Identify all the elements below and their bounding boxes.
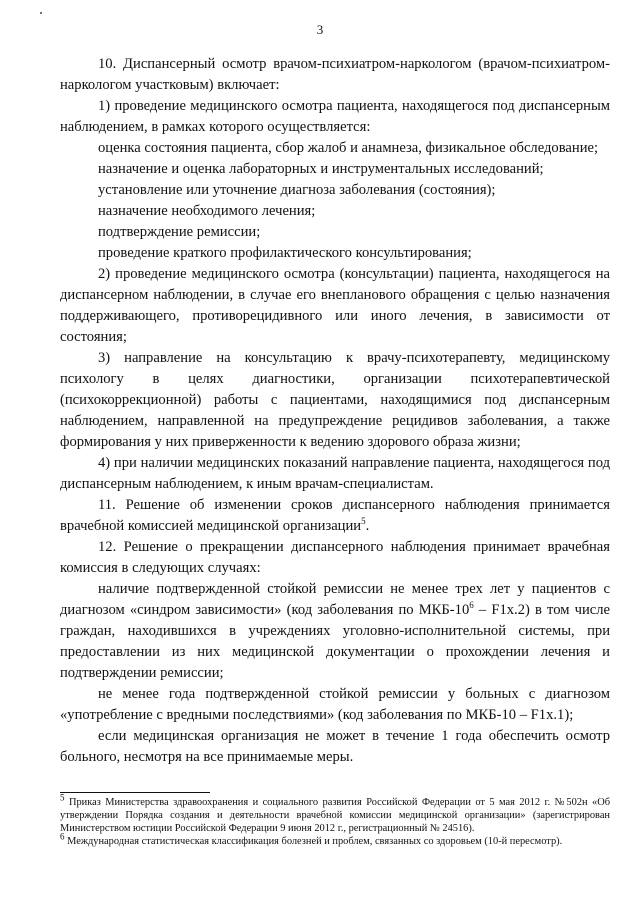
footnote-5-mark: 5 [60,792,65,803]
footnotes [60,792,610,848]
footnote-separator [60,792,210,793]
footnote-ref-6[interactable]: 6 [469,600,474,611]
paragraph-10-1-assessment: оценка состояния пациента, сбор жалоб и анамнеза, физикальное обследование; [98,140,599,156]
paragraph-10-1-consulting: проведение краткого профилактического консультирования; [98,245,472,261]
footnote-5 [60,792,610,835]
footnote-5-text: Приказ Министерства здравоохранения и социального развития Российской Федерации от 5 мая 2012 г. №502н «Об утверждении Порядка создания и деятельности врачебной комиссии медицинской организации» (зарегистрирован Министерством юстиции Российской Федерации 9 июня 2012 г., регистрационный № 24516). [60,797,610,834]
footnote-6-mark: 6 [60,831,65,842]
paragraph-10-item-3: 3) направление на консультацию к врачу-психотерапевту, медицинскому психологу в целях диагностики, организации психотерапевтической (психокоррекционной) работы с пациентами, находящимися под диспансерным наблюдением, направленной на предупреждение рецидивов заболевания, а также формирования у них приверженности к ведению здорового образа жизни; [60,350,610,450]
paragraph-10: 10. Диспансерный осмотр врачом-психиатром-наркологом (врачом-психиатром-наркологом участковым) включает: [60,56,610,93]
paragraph-10-1-diagnosis: установление или уточнение диагноза заболевания (состояния); [98,182,496,198]
paragraph-10-item-2: 2) проведение медицинского осмотра (консультации) пациента, находящегося на диспансерном наблюдении, в случае его внепланового обращения с целью назначения поддерживающего, противорецидивного или иного лечения, в зависимости от состояния; [60,266,610,345]
paragraph-10-1-remission: подтверждение ремиссии; [98,224,261,240]
footnote-6-text: Международная статистическая классификация болезней и проблем, связанных со здоровьем (10-й пересмотр). [67,836,563,847]
paragraph-12-case-3: если медицинская организация не может в течение 1 года обеспечить осмотр больного, несмотря на все принимаемые меры. [60,728,610,765]
paragraph-10-item-4: 4) при наличии медицинских показаний направление пациента, находящегося под диспансерным наблюдением, к иным врачам-специалистам. [60,455,610,492]
paragraph-12-case-1-rest: – F1x.2) в том числе граждан, находившихся в учреждениях уголовно-исполнительной системы, при предоставлении из них медицинской документации о прохождении лечения и подтверждении ремиссии; [60,602,610,681]
paragraph-10-1-lab-tests: назначение и оценка лабораторных и инструментальных исследований; [98,161,544,177]
paragraph-12-case-2: не менее года подтвержденной стойкой ремиссии у больных с диагнозом «употребление с вредными последствиями» (код заболевания по МКБ-10 – F1x.1); [60,686,610,723]
page-number: 3 [316,22,324,37]
paragraph-12: 12. Решение о прекращении диспансерного наблюдения принимает врачебная комиссия в следующих случаях: [60,539,610,576]
paragraph-12-case-1 [60,579,610,684]
paragraph-10-item-1: 1) проведение медицинского осмотра пациента, находящегося под диспансерным наблюдением, в рамках которого осуществляется: [60,98,610,135]
paragraph-12-case-1-text: наличие подтвержденной стойкой ремиссии не менее трех лет у пациентов с диагнозом «синдром зависимости» (код заболевания по МКБ-10 [60,581,610,618]
paragraph-11 [60,495,610,537]
footnote-ref-5[interactable]: 5 [361,516,366,527]
document-body [60,54,610,768]
scan-speck [40,12,42,14]
paragraph-11-text: 11. Решение об изменении сроков диспансерного наблюдения принимается врачебной комиссией медицинской организации [60,497,610,534]
paragraph-11-end: . [365,518,370,534]
footnote-6 [60,831,610,848]
paragraph-10-1-treatment: назначение необходимого лечения; [98,203,316,219]
